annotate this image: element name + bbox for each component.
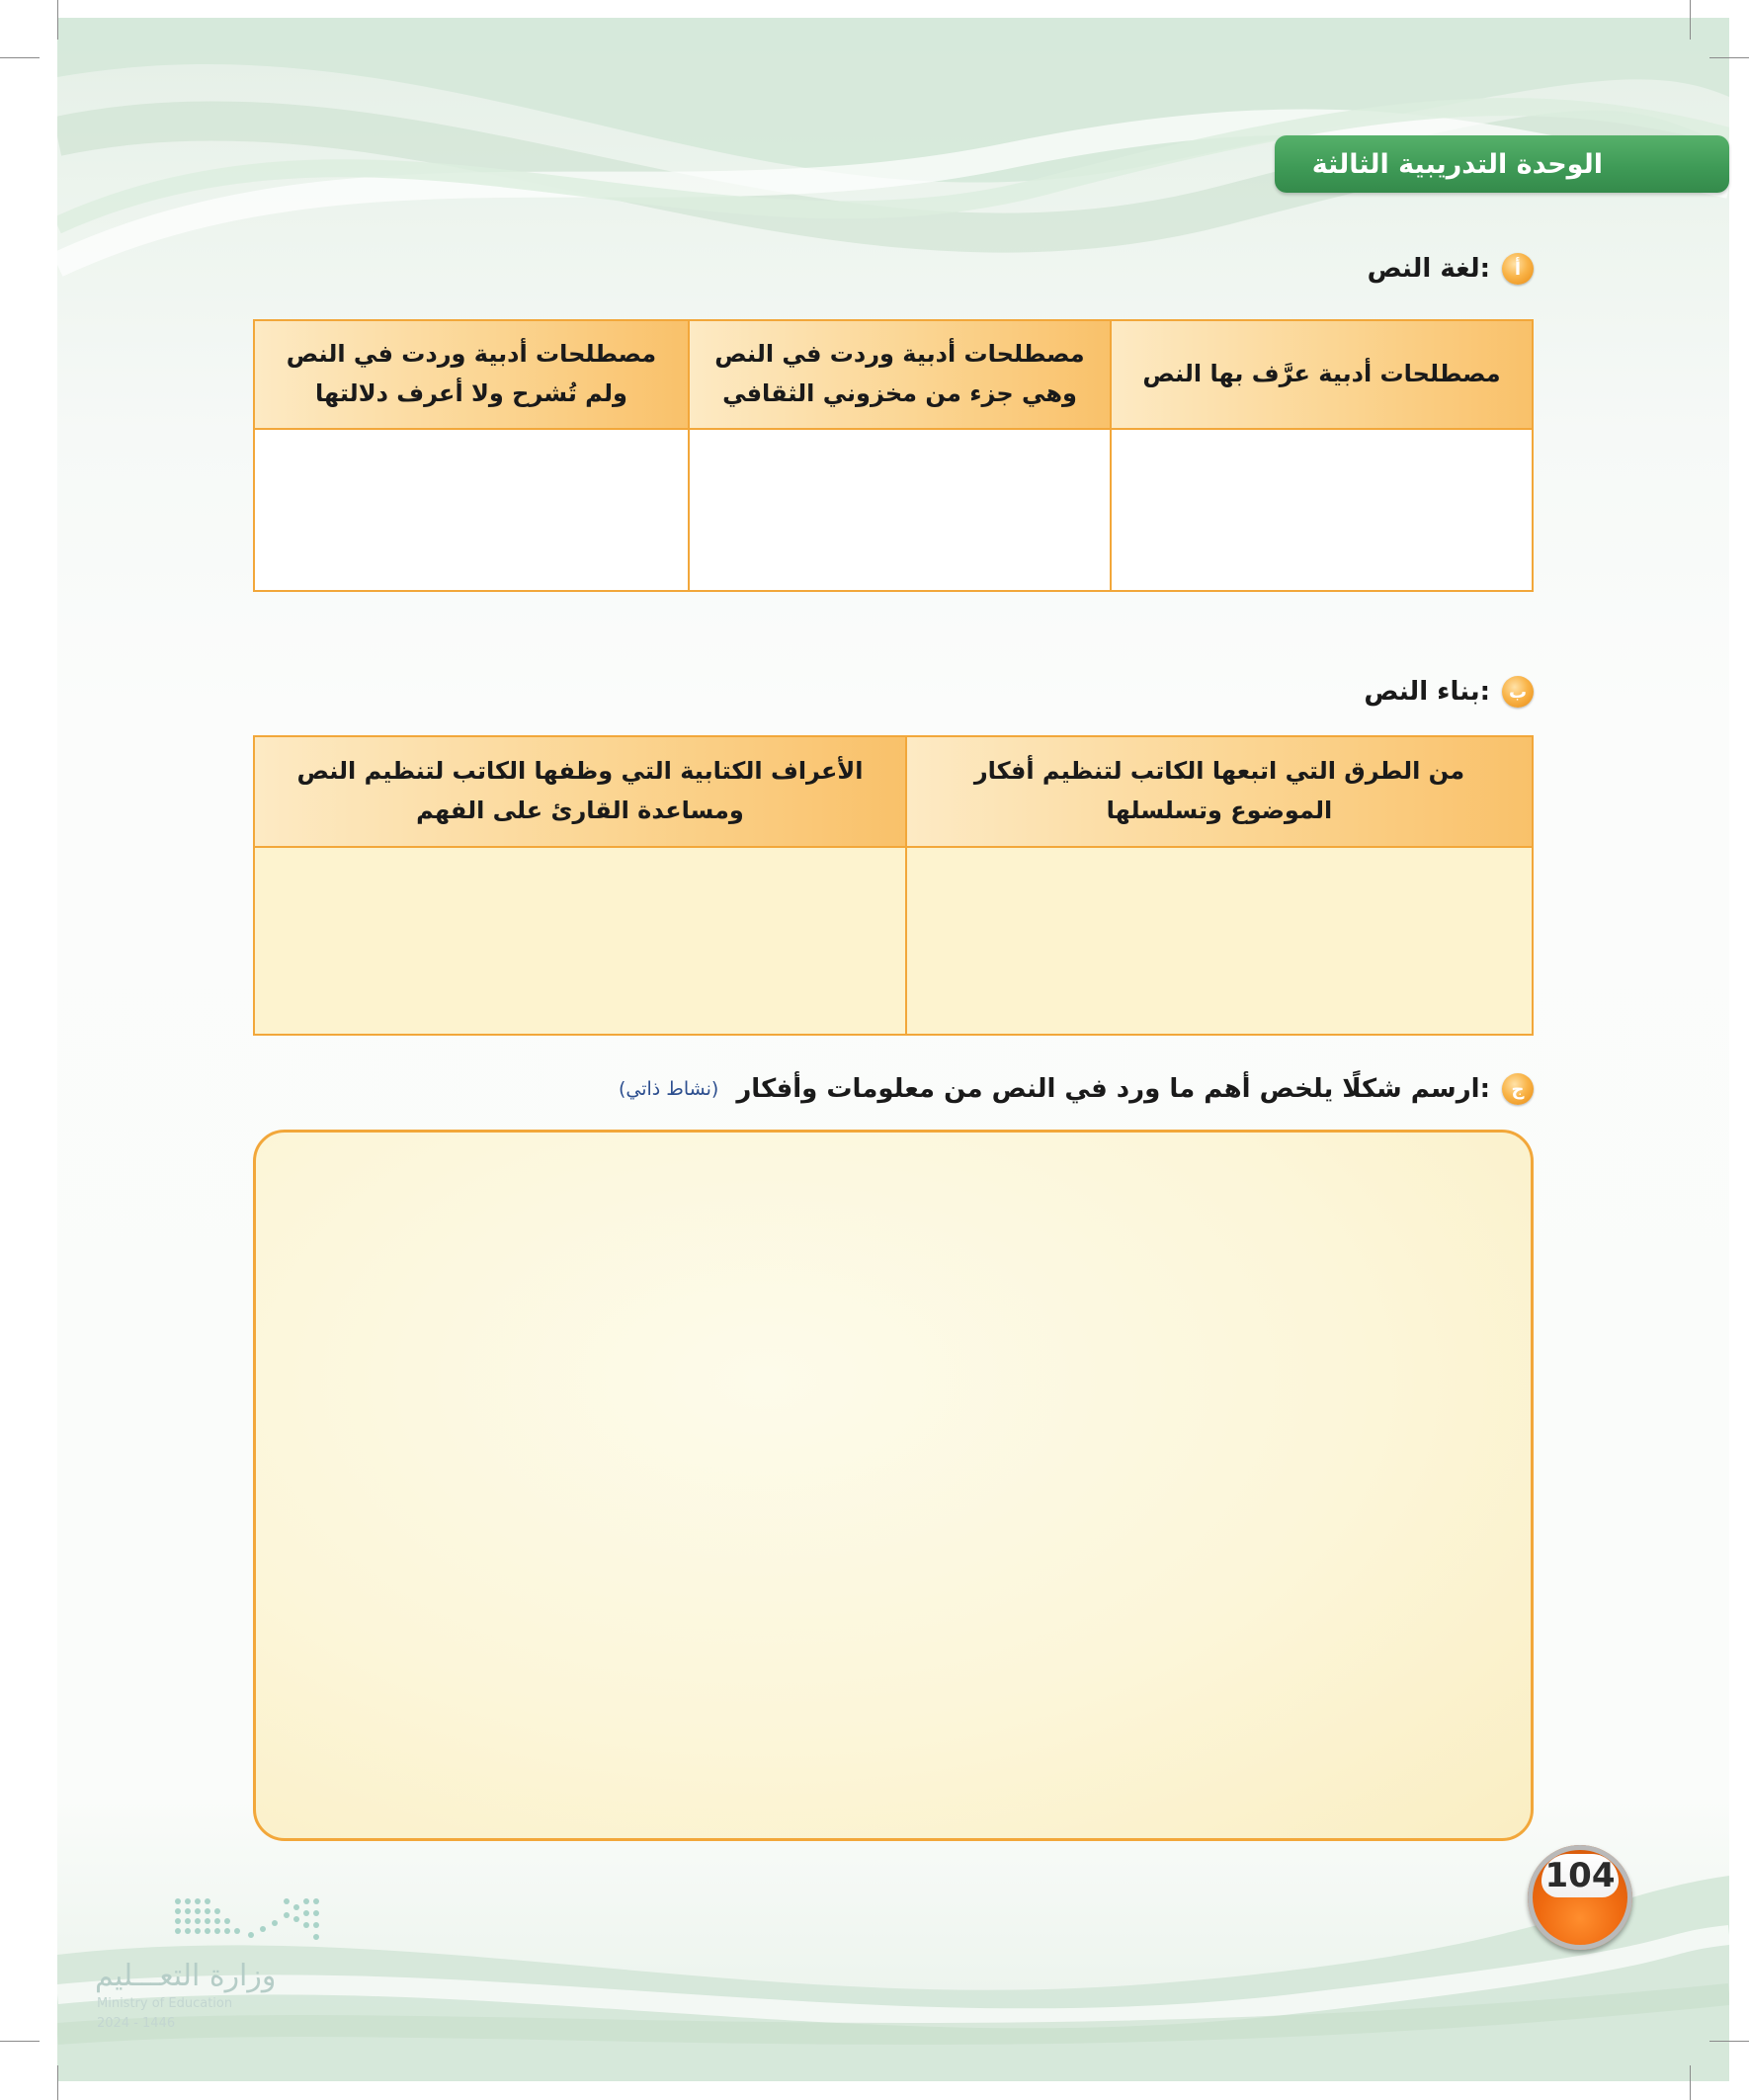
section-a-heading	[1368, 253, 1534, 285]
section-b-header-line: الموضوع وتسلسلها	[1106, 797, 1333, 824]
section-a-header	[254, 320, 689, 429]
section-a-table	[253, 319, 1534, 592]
section-b-header-line: الأعراف الكتابية التي وظفها الكاتب لتنظيم النص	[296, 757, 864, 786]
section-b-header	[254, 736, 906, 847]
crop-mark	[57, 2065, 58, 2100]
page-number-badge	[1528, 1845, 1632, 1950]
section-a-answer-cell[interactable]	[1111, 429, 1533, 591]
crop-mark	[1709, 57, 1749, 58]
section-b-badge: ب	[1502, 676, 1534, 708]
section-c-heading	[619, 1073, 1534, 1105]
ministry-dots-icon	[172, 1895, 320, 1945]
section-b-header	[906, 736, 1533, 847]
activity-note: (نشاط ذاتي)	[618, 1078, 719, 1100]
ministry-year: 2024 - 1446	[97, 2016, 176, 2031]
section-b-answer-cell[interactable]	[254, 847, 906, 1035]
ministry-name-english: Ministry of Education	[97, 1996, 233, 2011]
section-a-header	[689, 320, 1111, 429]
crop-mark	[0, 57, 40, 58]
crop-mark	[0, 2041, 40, 2042]
section-a-header	[1111, 320, 1533, 429]
unit-banner: الوحدة التدريبية الثالثة	[1275, 135, 1729, 193]
crop-mark	[1709, 2041, 1749, 2042]
section-a-header-line: مصطلحات أدبية وردت في النص	[714, 340, 1085, 369]
section-b-header-line: ومساعدة القارئ على الفهم	[416, 797, 744, 824]
drawing-area[interactable]	[253, 1130, 1534, 1841]
section-a-answer-cell[interactable]	[689, 429, 1111, 591]
section-a-badge: أ	[1502, 253, 1534, 285]
section-a-header-line: مصطلحات أدبية وردت في النص	[286, 340, 657, 369]
crop-mark	[1690, 2065, 1691, 2100]
section-b-table	[253, 735, 1534, 1036]
section-a-header-line: وهي جزء من مخزوني الثقافي	[722, 379, 1077, 407]
section-c-badge: ج	[1502, 1073, 1534, 1105]
section-b-header-line: من الطرق التي اتبعها الكاتب لتنظيم أفكار	[973, 757, 1465, 786]
section-b-heading	[1364, 676, 1534, 708]
crop-mark	[57, 0, 58, 40]
ministry-logo	[95, 1895, 292, 2034]
section-a-header-line: ولم تُشرح ولا أعرف دلالتها	[315, 379, 627, 407]
section-c-title: ارسم شكلًا يلخص أهم ما ورد في النص من معلومات وأفكار:	[736, 1074, 1490, 1104]
section-b-answer-cell[interactable]	[906, 847, 1533, 1035]
section-a-title: لغة النص:	[1367, 254, 1490, 284]
ministry-name-arabic: وزارة التعـــليم	[95, 1959, 277, 1993]
section-a-answer-cell[interactable]	[254, 429, 689, 591]
section-b-title: بناء النص:	[1364, 677, 1490, 707]
page-number: 104	[1541, 1854, 1619, 1897]
crop-mark	[1690, 0, 1691, 40]
section-a-header-line: مصطلحات أدبية عرَّف بها النص	[1142, 360, 1501, 388]
